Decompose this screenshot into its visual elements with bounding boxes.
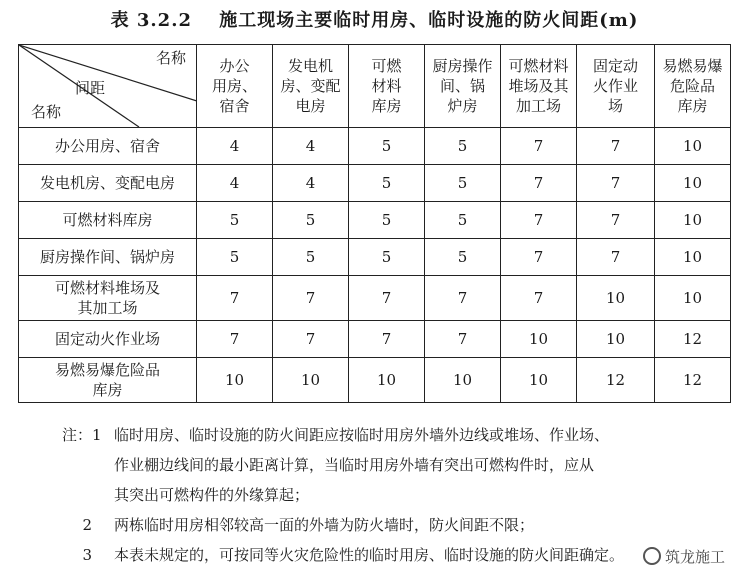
table-cell: 12 [577, 358, 655, 403]
table-cell: 7 [577, 128, 655, 165]
fire-distance-table [18, 44, 731, 403]
column-header: 厨房操作 间、锅 炉房 [425, 45, 501, 128]
row-label: 厨房操作间、锅炉房 [19, 239, 197, 276]
table-cell: 7 [273, 276, 349, 321]
column-header: 可燃材料 堆场及其 加工场 [501, 45, 577, 128]
table-row [19, 128, 731, 165]
table-row [19, 202, 731, 239]
note-1-line-1: 注：1 临时用房、临时设施的防火间距应按临时用房外墙外边线或堆场、作业场、 [62, 420, 732, 450]
table-cell: 4 [273, 128, 349, 165]
table-cell: 10 [349, 358, 425, 403]
table-cell: 10 [655, 165, 731, 202]
table-cell: 5 [425, 239, 501, 276]
row-label: 可燃材料库房 [19, 202, 197, 239]
table-caption: 施工现场主要临时用房、临时设施的防火间距(m) [219, 10, 639, 31]
corner-middle-label: 间距 [75, 79, 106, 97]
table-cell: 10 [501, 321, 577, 358]
table-cell: 5 [197, 239, 273, 276]
table-cell: 10 [197, 358, 273, 403]
note-3-number: 3 [82, 546, 92, 564]
table-cell: 5 [273, 239, 349, 276]
table-cell: 7 [501, 276, 577, 321]
table-cell: 7 [349, 321, 425, 358]
table-cell: 10 [425, 358, 501, 403]
corner-bottom-label: 名称 [31, 103, 62, 121]
table-cell: 12 [655, 321, 731, 358]
table-cell: 5 [425, 202, 501, 239]
column-header: 易燃易爆 危险品 库房 [655, 45, 731, 128]
table-cell: 5 [349, 165, 425, 202]
table-row [19, 358, 731, 403]
note-2: 2 两栋临时用房相邻较高一面的外墙为防火墙时，防火间距不限； [62, 510, 732, 540]
table-row [19, 165, 731, 202]
note-3: 3 本表未规定的，可按同等火灾危险性的临时用房、临时设施的防火间距确定。 [62, 540, 732, 570]
table-row [19, 276, 731, 321]
table-cell: 7 [501, 165, 577, 202]
column-header: 办公 用房、 宿舍 [197, 45, 273, 128]
table-cell: 7 [425, 276, 501, 321]
table-cell: 7 [425, 321, 501, 358]
row-label: 可燃材料堆场及 其加工场 [19, 276, 197, 321]
corner-cell [19, 45, 197, 128]
table-cell: 7 [577, 239, 655, 276]
table-cell: 7 [577, 165, 655, 202]
table-row [19, 321, 731, 358]
column-header: 固定动 火作业 场 [577, 45, 655, 128]
table-cell: 10 [577, 321, 655, 358]
table-cell: 7 [501, 202, 577, 239]
table-cell: 4 [197, 165, 273, 202]
table-cell: 5 [425, 165, 501, 202]
note-mark: 注：1 [62, 426, 102, 444]
table-cell: 7 [197, 321, 273, 358]
table-cell: 10 [655, 239, 731, 276]
table-cell: 5 [349, 202, 425, 239]
table-cell: 4 [197, 128, 273, 165]
table-cell: 10 [655, 202, 731, 239]
watermark: 筑龙施工 [637, 544, 731, 569]
row-label: 易燃易爆危险品 库房 [19, 358, 197, 403]
corner-top-label: 名称 [155, 49, 186, 67]
table-cell: 10 [655, 276, 731, 321]
note-2-number: 2 [82, 516, 92, 534]
table-cell: 10 [273, 358, 349, 403]
watermark-logo-icon [643, 547, 661, 565]
row-label: 固定动火作业场 [19, 321, 197, 358]
table-cell: 7 [577, 202, 655, 239]
table-cell: 10 [655, 128, 731, 165]
row-label: 办公用房、宿舍 [19, 128, 197, 165]
table-cell: 5 [273, 202, 349, 239]
column-header: 发电机 房、变配 电房 [273, 45, 349, 128]
table-cell: 7 [501, 239, 577, 276]
table-row [19, 239, 731, 276]
table-cell: 10 [501, 358, 577, 403]
table-cell: 5 [349, 239, 425, 276]
table-cell: 7 [197, 276, 273, 321]
table-cell: 7 [349, 276, 425, 321]
table-cell: 5 [425, 128, 501, 165]
note-1-line-3: 其突出可燃构件的外缘算起； [114, 486, 310, 504]
header-row [19, 45, 731, 128]
table-cell: 7 [501, 128, 577, 165]
table-cell: 10 [577, 276, 655, 321]
column-header: 可燃 材料 库房 [349, 45, 425, 128]
table-cell: 7 [273, 321, 349, 358]
table-cell: 4 [273, 165, 349, 202]
row-label: 发电机房、变配电房 [19, 165, 197, 202]
table-cell: 5 [197, 202, 273, 239]
table-notes [62, 420, 732, 570]
table-title [0, 6, 749, 32]
table-cell: 5 [349, 128, 425, 165]
table-cell: 12 [655, 358, 731, 403]
note-1-line-2: 作业棚边线间的最小距离计算，当临时用房外墙有突出可燃构件时，应从 [114, 456, 595, 474]
table-number: 表 3.2.2 [110, 10, 192, 31]
